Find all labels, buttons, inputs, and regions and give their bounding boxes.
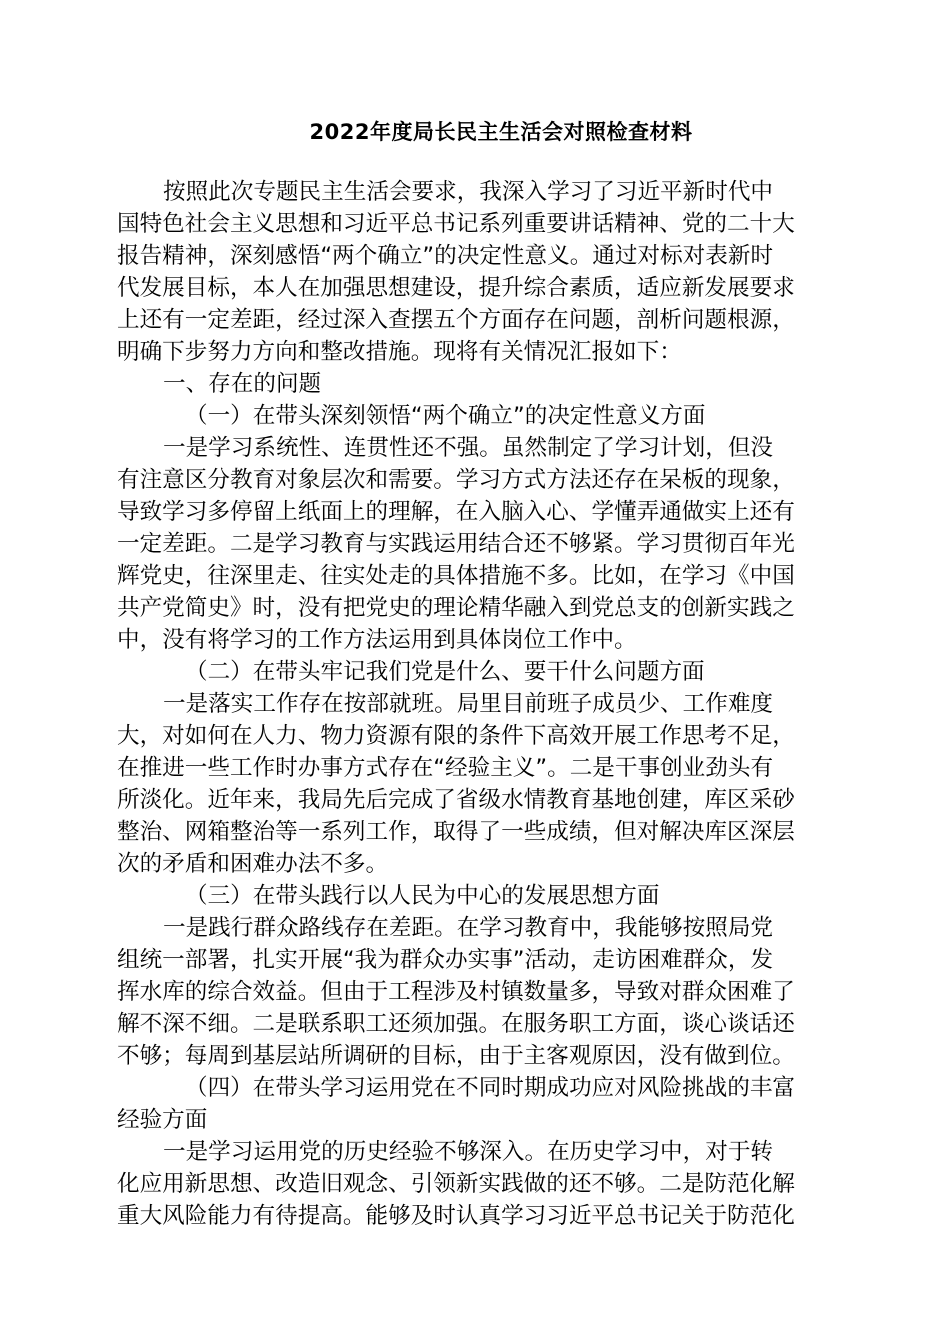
document-title: 2022年度局长民主生活会对照检查材料 — [309, 120, 693, 144]
body-line: 次的矛盾和困难办法不多。 — [117, 851, 389, 877]
body-line: 代发展目标，本人在加强思想建设，提升综合素质，适应新发展要求 — [117, 275, 795, 301]
body-line: 明确下步努力方向和整改措施。现将有关情况汇报如下： — [117, 339, 682, 365]
body-line: （三）在带头践行以人民为中心的发展思想方面 — [185, 883, 660, 909]
body-line: 化应用新思想、改造旧观念、引领新实践做的还不够。二是防范化解 — [117, 1171, 795, 1197]
body-line: （一）在带头深刻领悟“两个确立”的决定性意义方面 — [185, 403, 706, 429]
body-line: 所淡化。近年来，我局先后完成了省级水情教育基地创建，库区采砂 — [117, 787, 795, 813]
body-line: 整治、网箱整治等一系列工作，取得了一些成绩，但对解决库区深层 — [117, 819, 795, 845]
body-line: 解不深不细。二是联系职工还须加强。在服务职工方面，谈心谈话还 — [117, 1011, 795, 1037]
body-line: 上还有一定差距，经过深入查摆五个方面存在问题，剖析问题根源， — [117, 307, 795, 333]
document-body — [117, 176, 837, 1232]
body-line: 辉党史，往深里走、往实处走的具体措施不多。比如，在学习《中国 — [117, 563, 795, 589]
body-line: 国特色社会主义思想和习近平总书记系列重要讲话精神、党的二十大 — [117, 211, 795, 237]
body-line: （二）在带头牢记我们党是什么、要干什么问题方面 — [185, 659, 705, 685]
body-line: 经验方面 — [117, 1107, 208, 1133]
body-line: 在推进一些工作时办事方式存在“经验主义”。二是干事创业劲头有 — [117, 755, 774, 781]
body-line: 中，没有将学习的工作方法运用到具体岗位工作中。 — [117, 627, 637, 653]
body-line: 按照此次专题民主生活会要求，我深入学习了习近平新时代中 — [163, 179, 774, 205]
body-line: 一、存在的问题 — [163, 371, 322, 397]
body-line: （四）在带头学习运用党在不同时期成功应对风险挑战的丰富 — [185, 1075, 796, 1101]
body-line: 导致学习多停留上纸面上的理解，在入脑入心、学懂弄通做实上还有 — [117, 499, 795, 525]
body-line: 一是落实工作存在按部就班。局里目前班子成员少、工作难度 — [163, 691, 774, 717]
body-line: 报告精神，深刻感悟“两个确立”的决定性意义。通过对标对表新时 — [117, 243, 774, 269]
body-line: 一是学习系统性、连贯性还不强。虽然制定了学习计划，但没 — [163, 435, 774, 461]
body-line: 重大风险能力有待提高。能够及时认真学习习近平总书记关于防范化 — [117, 1203, 795, 1229]
body-line: 一是践行群众路线存在差距。在学习教育中，我能够按照局党 — [163, 915, 774, 941]
body-line: 挥水库的综合效益。但由于工程涉及村镇数量多，导致对群众困难了 — [117, 979, 795, 1005]
body-line: 大，对如何在人力、物力资源有限的条件下高效开展工作思考不足， — [117, 723, 795, 749]
body-line: 组统一部署，扎实开展“我为群众办实事”活动，走访困难群众，发 — [117, 947, 774, 973]
body-line: 不够；每周到基层站所调研的目标，由于主客观原因，没有做到位。 — [117, 1043, 795, 1069]
body-line: 一是学习运用党的历史经验不够深入。在历史学习中，对于转 — [163, 1139, 774, 1165]
body-line: 一定差距。二是学习教育与实践运用结合还不够紧。学习贯彻百年光 — [117, 531, 795, 557]
body-line: 有注意区分教育对象层次和需要。学习方式方法还存在呆板的现象， — [117, 467, 795, 493]
body-line: 共产党简史》时，没有把党史的理论精华融入到党总支的创新实践之 — [117, 595, 795, 621]
